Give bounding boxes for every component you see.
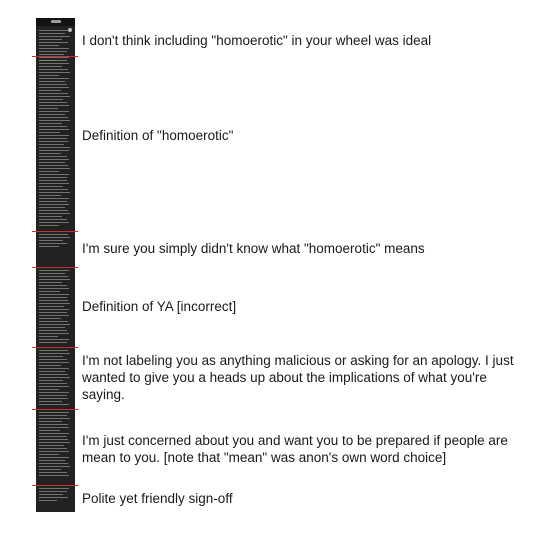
section-divider [32, 56, 78, 57]
app-top-bar [36, 18, 75, 26]
message-screenshot-thumbnail [36, 18, 75, 512]
message-text-block [39, 60, 72, 228]
top-bar-title [51, 20, 61, 23]
annotation-caption: Definition of YA [incorrect] [82, 299, 237, 314]
section-divider [32, 347, 78, 348]
section-divider [32, 409, 78, 410]
annotation-caption: I don't think including "homoerotic" in your wheel was ideal [82, 33, 432, 48]
message-text-block [39, 350, 72, 407]
annotation-caption: I'm sure you simply didn't know what "homoerotic" means [82, 241, 425, 256]
annotation-caption: I'm just concerned about you and want you to be prepared if people are mean to you. [note that "mean" was anon's own word choice] [82, 433, 508, 465]
message-text-block [39, 488, 72, 503]
message-text-block [39, 270, 72, 345]
annotation-caption: Polite yet friendly sign-off [82, 491, 233, 506]
message-text-block [39, 412, 72, 478]
annotation-caption: Definition of "homoerotic" [82, 128, 234, 143]
section-divider [32, 485, 78, 486]
message-text-block [39, 234, 72, 249]
section-divider [32, 267, 78, 268]
message-text-block [39, 30, 72, 63]
annotation-caption: I'm not labeling you as anything malicious or asking for an apology. I just wanted to give you a heads up about the implications of what you're saying. [82, 353, 514, 402]
section-divider [32, 231, 78, 232]
